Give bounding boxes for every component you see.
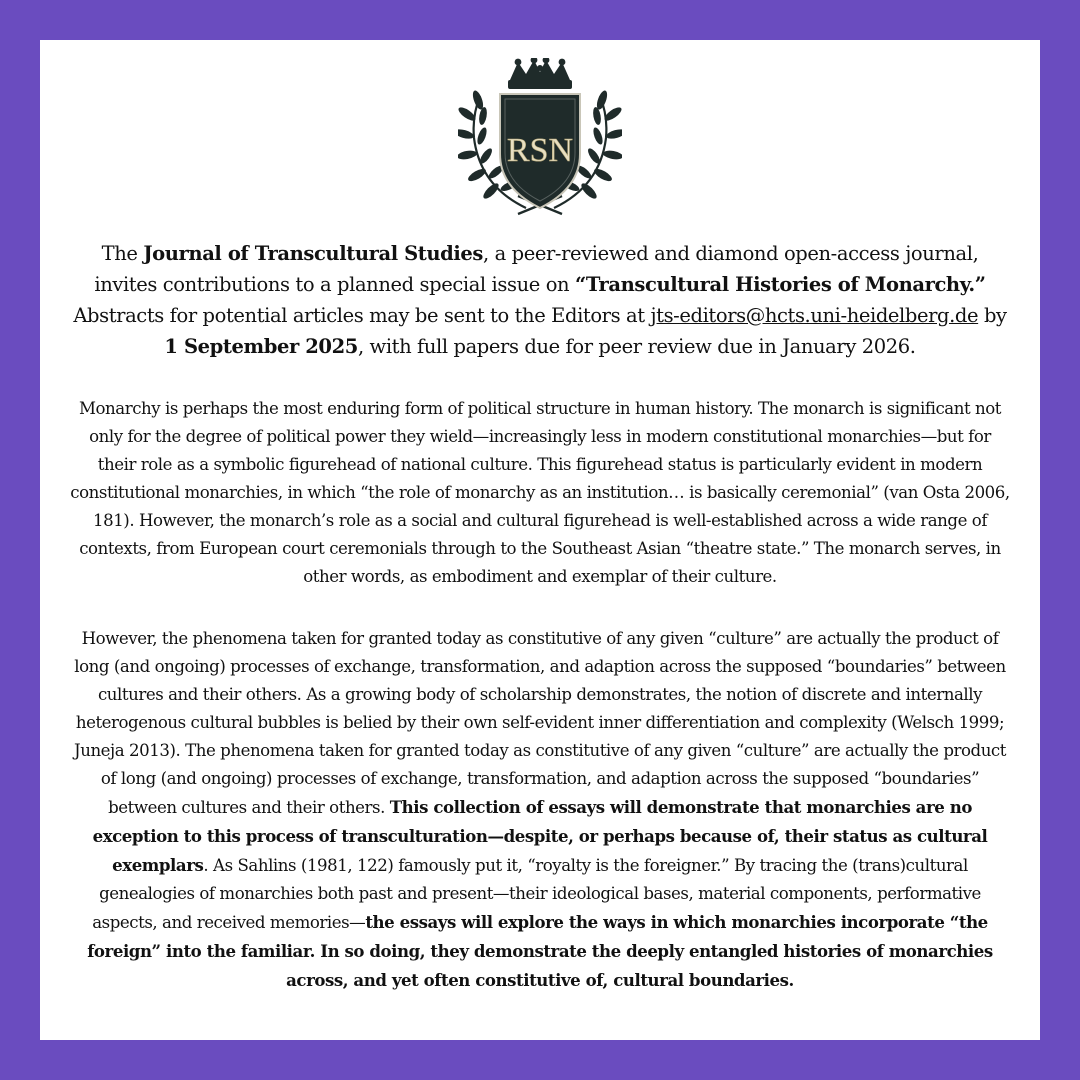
issue-title: “Transcultural Histories of Monarchy.”	[575, 273, 986, 296]
essays-aim: the essays will explore the ways in which monarchies incorporate “the foreign” into the familiar. In so doing, they demonstrate the deeply entangled histories of monarchies across, and yet often constitutive of, cultural boundaries.	[87, 912, 993, 990]
crest-icon	[458, 58, 622, 218]
rsn-crest-logo	[458, 58, 622, 218]
call-for-papers-card	[40, 40, 1040, 1040]
editors-email-link[interactable]: jts-editors@hcts.uni-heidelberg.de	[650, 304, 979, 327]
crown-icon	[508, 58, 572, 89]
collection-claim: This collection of essays will demonstrate that monarchies are no exception to this process of transculturation—despite, or perhaps because of, their status as cultural exemplars	[92, 797, 988, 875]
monarchy-paragraph: Monarchy is perhaps the most enduring form of political structure in human history. The monarch is significant not only for the degree of political power they wield—increasingly less in modern constitutional monarchies—but for their role as a symbolic figurehead of national culture. This figurehead status is particularly evident in modern constitutional monarchies, in which “the role of monarchy as an institution… is basically ceremonial” (van Osta 2006, 181). However, the monarch’s role as a social and cultural figurehead is well-established across a wide range of contexts, from European court ceremonials through to the Southeast Asian “theatre state.” The monarch serves, in other words, as embodiment and exemplar of their culture.	[70, 399, 1010, 586]
crest-monogram: RSN	[506, 132, 574, 169]
transculturation-paragraph: However, the phenomena taken for granted today as constitutive of any given “culture” are actually the product of long (and ongoing) processes of exchange, transformation, and adaption across the supposed “boundaries” between cultures and their others. As a growing body of scholarship demonstrates, the notion of discrete and internally heterogenous cultural bubbles is belied by their own self-evident inner differentiation and complexity (Welsch 1999; Juneja 2013). The phenomena taken for granted today as constitutive of any given “culture” are actually the product of long (and ongoing) processes of exchange, transformation, and adaption across the supposed “boundaries” between cultures and their others. This collection of essays will demonstrate that monarchies are no exception to this process of transculturation—despite, or perhaps because of, their status as cultural exemplars. As Sahlins (1981, 122) famously put it, “royalty is the foreigner.” By tracing the (trans)cultural genealogies of monarchies both past and present—their ideological bases, material components, performative aspects, and received memories—the essays will explore the ways in which monarchies incorporate “the foreign” into the familiar. In so doing, they demonstrate the deeply entangled histories of monarchies across, and yet often constitutive of, cultural boundaries.	[74, 629, 1006, 990]
abstract-deadline: 1 September 2025	[164, 335, 358, 358]
intro-paragraph: The Journal of Transcultural Studies, a peer-reviewed and diamond open-access journal, invites contributions to a planned special issue on “Transcultural Histories of Monarchy.” Abstracts for potential articles may be sent to the Editors at jts-editors@hcts.uni-heidelberg.de by 1 September 2025, with full papers due for peer review due in January 2026.	[73, 242, 1007, 358]
journal-name: Journal of Transcultural Studies	[143, 242, 484, 265]
